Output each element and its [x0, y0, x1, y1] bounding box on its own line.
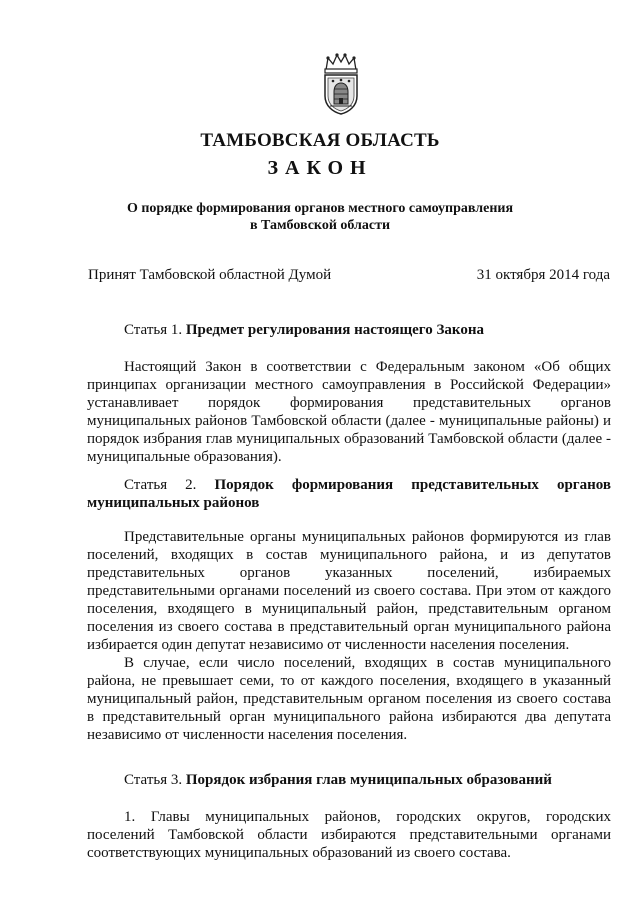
region-name: ТАМБОВСКАЯ ОБЛАСТЬ [200, 130, 440, 151]
article-3-body [87, 808, 611, 862]
adoption-date: 31 октября 2014 года [476, 267, 610, 283]
article-2-title: Порядок формирования представительных органов муниципальных районов [87, 477, 611, 511]
document-title-line-2: в Тамбовской области [249, 218, 391, 233]
article-2-label: Статья 2. [124, 477, 197, 493]
article-2-paragraph-2: В случае, если число поселений, входящих в состав муниципального района, не превышает семи, то от каждого поселения, входящего в указанный муниципальный район, представительным органом поселения из своего состава в представительный орган муниципального района избираются два депутата независимо от численности населения поселения. [87, 655, 611, 743]
article-3-label: Статья 3. [124, 772, 183, 788]
adopted-by: Принят Тамбовской областной Думой [88, 267, 332, 283]
coat-of-arms-icon [322, 52, 360, 116]
article-2-heading [87, 476, 611, 512]
article-1-label: Статья 1. [124, 322, 183, 338]
article-1-title: Предмет регулирования настоящего Закона [185, 322, 484, 338]
article-3-title: Порядок избрания глав муниципальных образований [185, 772, 552, 788]
article-1-paragraph-1: Настоящий Закон в соответствии с Федеральным законом «Об общих принципах организации местного самоуправления в Российской Федерации» устанавливает порядок формирования представительных органов муниципальных районов Тамбовской области (далее - муниципальные районы) и порядок избрания глав муниципальных образований Тамбовской области (далее - муниципальные образования). [87, 359, 611, 465]
document-type: ЗАКОН [267, 157, 373, 179]
article-2-paragraph-1: Представительные органы муниципальных районов формируются из глав поселений, входящих в состав муниципального района, и из депутатов представительных органов указанных поселений, избираемых представительными органами поселений из своего состава. При этом от каждого поселения, входящего в муниципальный район, представительным органом поселения из своего состава в представительный орган муниципального района избирается один депутат независимо от численности населения поселения. [87, 529, 611, 653]
document-title-line-1: О порядке формирования органов местного самоуправления [126, 201, 514, 216]
article-3-heading [87, 771, 611, 789]
article-3-paragraph-1: 1. Главы муниципальных районов, городских округов, городских поселений Тамбовской области избираются представительными органами соответствующих муниципальных образований из своего состава. [87, 809, 611, 861]
article-1-body [87, 358, 611, 466]
document-title [0, 200, 640, 234]
adoption-info [88, 266, 610, 284]
article-2-body [87, 528, 611, 744]
article-1-heading [87, 321, 611, 339]
